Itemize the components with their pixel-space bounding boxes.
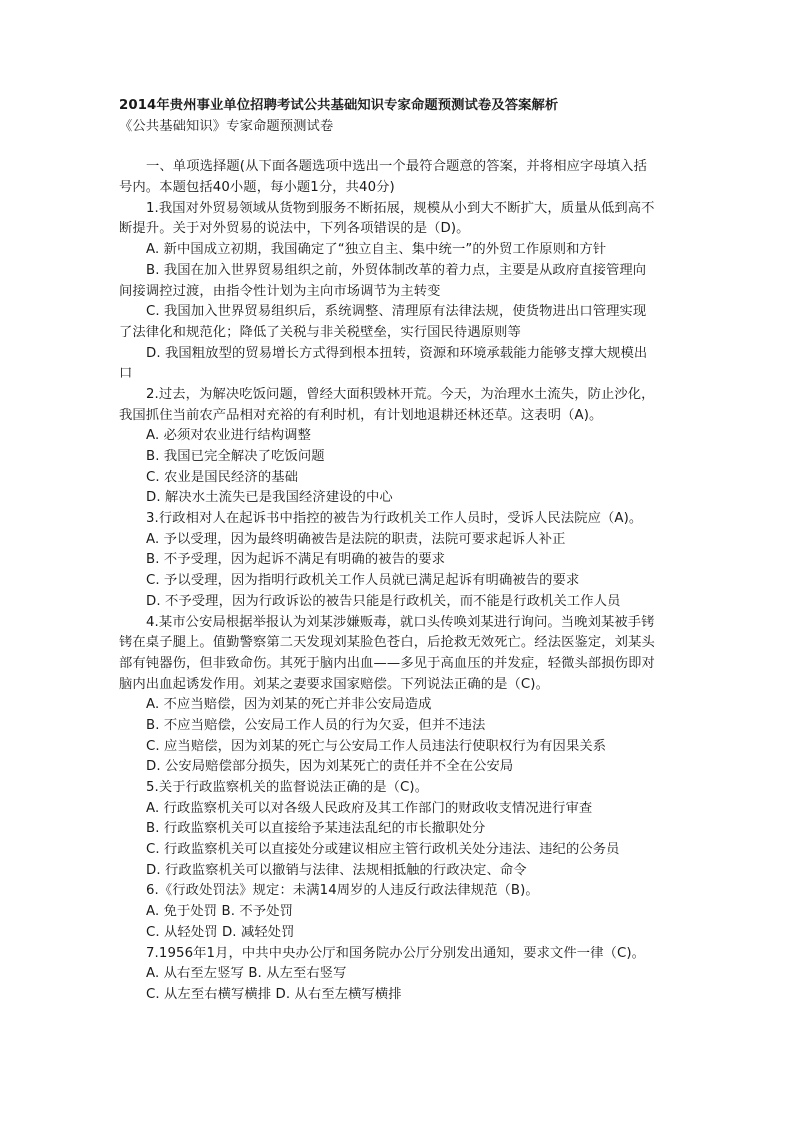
question-paragraph — [119, 923, 679, 944]
question-paragraph — [119, 985, 679, 1006]
question-paragraph — [119, 737, 679, 758]
paragraph-line: B. 我国已完全解决了吃饭问题 — [146, 449, 325, 464]
question-paragraph — [119, 261, 679, 302]
paragraph-line: 脑内出血起诱发作用。刘某之妻要求国家赔偿。下列说法正确的是（C)。 — [119, 676, 549, 692]
question-paragraph — [119, 550, 679, 571]
paragraph-line: D. 行政监察机关可以撤销与法律、法规相抵触的行政决定、命令 — [146, 862, 527, 878]
paragraph-line: A. 新中国成立初期，我国确定了“独立自主、集中统一”的外贸工作原则和方针 — [146, 242, 607, 258]
question-paragraph — [119, 488, 679, 509]
paragraph-line: B. 不予受理，因为起诉不满足有明确的被告的要求 — [146, 552, 446, 568]
paragraph-line: D. 我国粗放型的贸易增长方式得到根本扭转，资源和环境承载能力能够支撑大规模出 — [146, 345, 648, 361]
question-paragraph — [119, 385, 679, 426]
paragraph-line: A. 予以受理，因为最终明确被告是法院的职责，法院可要求起诉人补正 — [146, 531, 566, 547]
document-body — [119, 96, 679, 1006]
question-paragraph — [119, 861, 679, 882]
paragraph-line: C. 从左至右横写横排 D. 从右至左横写横排 — [146, 986, 402, 1002]
paragraph-line: C. 应当赔偿，因为刘某的死亡与公安局工作人员违法行使职权行为有因果关系 — [146, 738, 607, 754]
paragraph-line: 间接调控过渡，由指令性计划为主向市场调节为主转变 — [119, 283, 441, 299]
question-paragraph — [119, 530, 679, 551]
question-paragraph — [119, 199, 679, 240]
paragraph-line: 口 — [119, 366, 133, 382]
paragraph-line: 4.某市公安局根据举报认为刘某涉嫌贩毒，就口头传唤刘某进行询问。当晚刘某被手铐 — [146, 614, 655, 630]
paragraph-line: C. 从轻处罚 D. 减轻处罚 — [146, 924, 295, 940]
paragraph-line: A. 必须对农业进行结构调整 — [146, 428, 311, 444]
paragraph-line: 2.过去，为解决吃饭问题，曾经大面积毁林开荒。今天，为治理水土流失，防止沙化， — [146, 386, 655, 402]
question-paragraph — [119, 840, 679, 861]
paragraph-line: 了法律化和规范化；降低了关税与非关税壁垒，实行国民待遇原则等 — [119, 324, 521, 340]
question-paragraph — [119, 799, 679, 820]
paragraph-line: D. 解决水土流失已是我国经济建设的中心 — [146, 490, 393, 506]
question-paragraph — [119, 902, 679, 923]
question-paragraph — [119, 695, 679, 716]
question-paragraph — [119, 468, 679, 489]
paragraph-line: B. 不应当赔偿，公安局工作人员的行为欠妥，但并不违法 — [146, 717, 486, 733]
question-paragraph — [119, 613, 679, 696]
paragraph-line: 5.关于行政监察机关的监督说法正确的是（C)。 — [146, 780, 429, 795]
paragraph-line: 断提升。关于对外贸易的说法中，下列各项错误的是（D)。 — [119, 221, 470, 237]
spacer — [119, 137, 679, 157]
question-list — [119, 199, 679, 1006]
question-paragraph — [119, 964, 679, 985]
paragraph-line: 我国抓住当前农产品相对充裕的有利时机，有计划地退耕还林还草。这表明（A)。 — [119, 407, 603, 423]
paragraph-line: 部有钝器伤，但非致命伤。其死于脑内出血——多见于高血压的并发症，轻微头部损伤即对 — [119, 655, 655, 671]
question-paragraph — [119, 447, 679, 468]
paragraph-line: B. 行政监察机关可以直接给予某违法乱纪的市长撤职处分 — [146, 821, 486, 837]
paragraph-line: A. 免于处罚 B. 不予处罚 — [146, 904, 293, 920]
paragraph-line: B. 我国在加入世界贸易组织之前，外贸体制改革的着力点，主要是从政府直接管理向 — [146, 262, 647, 278]
paragraph-line: D. 公安局赔偿部分损失，因为刘某死亡的责任并不全在公安局 — [146, 759, 514, 775]
paragraph-line: 铐在桌子腿上。值勤警察第二天发现刘某脸色苍白，后抢救无效死亡。经法医鉴定，刘某头 — [119, 635, 655, 651]
paragraph-line: 6.《行政处罚法》规定：未满14周岁的人违反行政法律规范（B)。 — [146, 883, 539, 899]
section-heading-line: 一、单项选择题(从下面各题选项中选出一个最符合题意的答案，并将相应字母填入括 — [146, 159, 647, 175]
question-paragraph — [119, 819, 679, 840]
paragraph-line: C. 我国加入世界贸易组织后，系统调整、清理原有法律法规，使货物进出口管理实现 — [146, 304, 647, 320]
paragraph-line: C. 予以受理，因为指明行政机关工作人员就已满足起诉有明确被告的要求 — [146, 573, 580, 589]
paragraph-line: C. 行政监察机关可以直接处分或建议相应主管行政机关处分违法、违纪的公务员 — [146, 842, 620, 858]
paragraph-line: D. 不予受理，因为行政诉讼的被告只能是行政机关，而不能是行政机关工作人员 — [146, 593, 621, 609]
question-paragraph — [119, 509, 679, 530]
paragraph-line: A. 不应当赔偿，因为刘某的死亡并非公安局造成 — [146, 697, 432, 713]
question-paragraph — [119, 778, 679, 799]
paragraph-line: 7.1956年1月，中共中央办公厅和国务院办公厅分别发出通知，要求文件一律（C)。 — [146, 945, 646, 961]
question-paragraph — [119, 881, 679, 902]
question-paragraph — [119, 716, 679, 737]
question-paragraph — [119, 302, 679, 343]
paragraph-line: A. 从右至左竖写 B. 从左至右竖写 — [146, 966, 347, 982]
paragraph-line: A. 行政监察机关可以对各级人民政府及其工作部门的财政收支情况进行审查 — [146, 800, 593, 816]
paragraph-line: C. 农业是国民经济的基础 — [146, 469, 299, 485]
question-paragraph — [119, 944, 679, 965]
question-paragraph — [119, 344, 679, 385]
document-subtitle: 《公共基础知识》专家命题预测试卷 — [119, 118, 334, 134]
question-paragraph — [119, 240, 679, 261]
question-paragraph — [119, 571, 679, 592]
document-title: 2014年贵州事业单位招聘考试公共基础知识专家命题预测试卷及答案解析 — [119, 98, 559, 113]
paragraph-line: 1.我国对外贸易领域从货物到服务不断拓展，规模从小到大不断扩大，质量从低到高不 — [146, 200, 655, 216]
section-heading-line: 号内。本题包括40小题，每小题1分，共40分) — [119, 180, 395, 196]
question-paragraph — [119, 592, 679, 613]
question-paragraph — [119, 757, 679, 778]
paragraph-line: 3.行政相对人在起诉书中指控的被告为行政机关工作人员时，受诉人民法院应（A)。 — [146, 511, 643, 527]
question-paragraph — [119, 426, 679, 447]
